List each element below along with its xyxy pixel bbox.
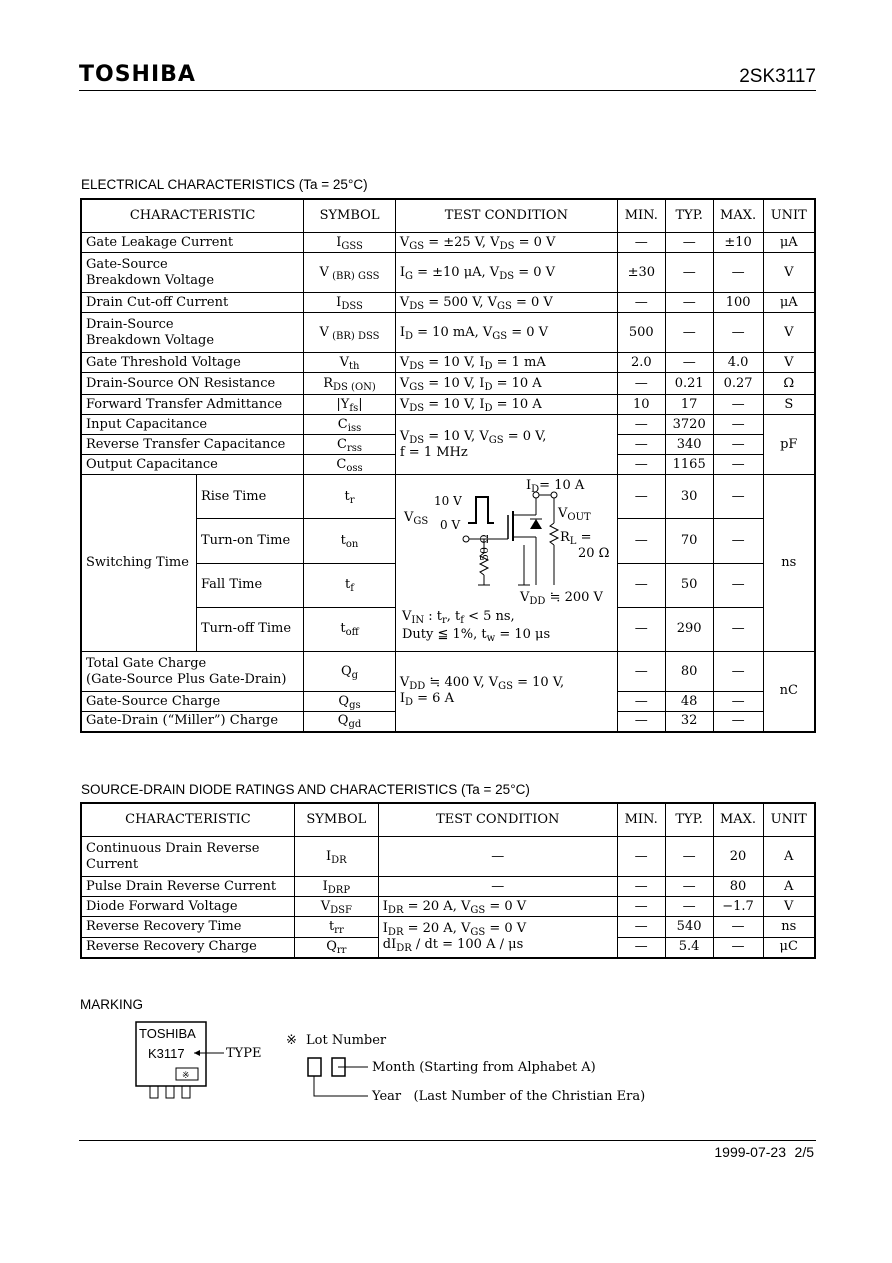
row-char-line1: Total Gate Charge bbox=[86, 655, 207, 671]
row-min: ±30 bbox=[617, 253, 665, 293]
recovery-condition: $I_{DR} = 20$ A, $V_{GS} = 0$ V $dI_{DR}$ / dt = 100 A / μs bbox=[378, 917, 617, 958]
row-max: — bbox=[713, 917, 763, 938]
row-min: — bbox=[617, 475, 665, 519]
diode-section-title: SOURCE-DRAIN DIODE RATINGS AND CHARACTERISTICS (Ta = 25°C) bbox=[81, 782, 530, 797]
row-max: 80 bbox=[713, 877, 763, 897]
capacitance-condition: $V_{DS} = 10$ V, $V_{GS} = 0$ V, f = 1 MHz bbox=[395, 415, 617, 475]
electrical-table bbox=[80, 198, 816, 733]
rl-label: $R_L$ = bbox=[559, 530, 592, 547]
row-symbol: $Q_{gs}$ bbox=[304, 692, 396, 712]
row-char-line1: Drain-Source bbox=[86, 316, 174, 332]
row-symbol: $Q_{gd}$ bbox=[304, 712, 396, 732]
vout-label: $V_{OUT}$ bbox=[557, 506, 591, 523]
row-condition: $V_{DS} = 500$ V, $V_{GS} = 0$ V bbox=[395, 293, 617, 313]
row-char: Drain Cut-off Current bbox=[81, 293, 304, 313]
row-condition: — bbox=[378, 837, 617, 877]
col-header-unit: UNIT bbox=[763, 199, 815, 233]
switching-unit: ns bbox=[763, 475, 815, 652]
row-typ: 5.4 bbox=[665, 938, 713, 958]
row-char: Turn-off Time bbox=[196, 607, 303, 651]
row-char: Fall Time bbox=[196, 563, 303, 607]
lead-2 bbox=[166, 1086, 174, 1098]
vdd-label: $V_{DD}$ ≒ 200 V bbox=[519, 590, 603, 607]
row-char: Reverse Recovery Time bbox=[81, 917, 294, 938]
row-char: Gate Leakage Current bbox=[81, 233, 304, 253]
row-typ: 290 bbox=[665, 607, 713, 651]
row-condition: $V_{DS} = 10$ V, $I_D = 10$ A bbox=[395, 395, 617, 415]
row-char: Gate-Source Charge bbox=[81, 692, 304, 712]
row-char: Reverse Recovery Charge bbox=[81, 938, 294, 958]
type-arrowhead bbox=[194, 1050, 200, 1056]
switching-circuit-diagram bbox=[396, 475, 616, 651]
switching-label: Switching Time bbox=[81, 475, 196, 652]
row-max: — bbox=[713, 455, 763, 475]
col-header-typ: TYP. bbox=[665, 199, 713, 233]
row-typ: 17 bbox=[665, 395, 713, 415]
electrical-section-title: ELECTRICAL CHARACTERISTICS (Ta = 25°C) bbox=[81, 177, 368, 192]
row-condition: $I_{DR} = 20$ A, $V_{GS} = 0$ V bbox=[378, 897, 617, 917]
row-symbol: $I_{GSS}$ bbox=[304, 233, 396, 253]
header-rule bbox=[79, 90, 816, 91]
row-min: — bbox=[617, 435, 665, 455]
col-header-max: MAX. bbox=[713, 199, 763, 233]
row-symbol: $R_{DS (ON)}$ bbox=[304, 373, 396, 395]
table-row bbox=[81, 877, 815, 897]
row-min: — bbox=[617, 233, 665, 253]
row-char: Rise Time bbox=[196, 475, 303, 519]
row-symbol: $t_{off}$ bbox=[304, 607, 396, 651]
row-min: — bbox=[617, 652, 665, 692]
row-typ: 70 bbox=[665, 519, 713, 563]
row-symbol: $V_{th}$ bbox=[304, 353, 396, 373]
rl-resistor bbox=[550, 523, 558, 545]
row-condition: $V_{DS} = 10$ V, $I_D = 1$ mA bbox=[395, 353, 617, 373]
row-max: — bbox=[713, 563, 763, 607]
row-char-line1: Gate-Source bbox=[86, 256, 168, 272]
row-symbol: $I_{DSS}$ bbox=[304, 293, 396, 313]
year-pointer bbox=[314, 1076, 368, 1096]
row-unit: A bbox=[763, 877, 815, 897]
lot-number-label: Lot Number bbox=[306, 1033, 387, 1048]
row-typ: 340 bbox=[665, 435, 713, 455]
row-unit: S bbox=[763, 395, 815, 415]
row-char-line2: Current bbox=[86, 856, 139, 872]
row-typ: — bbox=[665, 837, 713, 877]
lot-mark: ※ bbox=[286, 1033, 297, 1048]
row-symbol: $Q_g$ bbox=[304, 652, 396, 692]
pulse-low-label: 0 V bbox=[439, 518, 460, 532]
table-row bbox=[81, 233, 815, 253]
input-node bbox=[463, 536, 469, 542]
col-header-min: MIN. bbox=[617, 199, 665, 233]
table-row bbox=[81, 652, 815, 692]
row-symbol: $t_{on}$ bbox=[304, 519, 396, 563]
row-char bbox=[81, 837, 294, 877]
row-char-line2: Breakdown Voltage bbox=[86, 332, 215, 348]
row-max: — bbox=[713, 712, 763, 732]
row-unit: A bbox=[763, 837, 815, 877]
diode-table bbox=[80, 802, 816, 959]
row-min: 500 bbox=[617, 313, 665, 353]
row-char: Pulse Drain Reverse Current bbox=[81, 877, 294, 897]
col-header-characteristic: CHARACTERISTIC bbox=[81, 803, 294, 837]
row-typ: 0.21 bbox=[665, 373, 713, 395]
col-header-condition: TEST CONDITION bbox=[395, 199, 617, 233]
row-max: — bbox=[713, 313, 763, 353]
row-unit: V bbox=[763, 313, 815, 353]
row-max: — bbox=[713, 395, 763, 415]
table-row bbox=[81, 313, 815, 353]
footer-rule bbox=[79, 1140, 816, 1141]
row-char bbox=[81, 313, 304, 353]
row-max: — bbox=[713, 435, 763, 455]
row-min: — bbox=[617, 837, 665, 877]
row-typ: — bbox=[665, 353, 713, 373]
pulse-high-label: 10 V bbox=[433, 494, 462, 508]
row-char bbox=[81, 253, 304, 293]
table-row bbox=[81, 917, 815, 938]
row-typ: 1165 bbox=[665, 455, 713, 475]
row-char: Drain-Source ON Resistance bbox=[81, 373, 304, 395]
row-max: — bbox=[713, 519, 763, 563]
row-min: — bbox=[617, 373, 665, 395]
row-max: — bbox=[713, 652, 763, 692]
row-typ: 3720 bbox=[665, 415, 713, 435]
row-typ: — bbox=[665, 233, 713, 253]
row-typ: 48 bbox=[665, 692, 713, 712]
row-char-line1: Continuous Drain Reverse bbox=[86, 840, 260, 856]
row-min: — bbox=[617, 712, 665, 732]
type-label: TYPE bbox=[226, 1046, 262, 1061]
year-digit-box bbox=[308, 1058, 321, 1076]
package-brand: TOSHIBA bbox=[139, 1026, 196, 1041]
row-max: ±10 bbox=[713, 233, 763, 253]
page-number: 2/5 bbox=[794, 1144, 814, 1160]
duty-condition: Duty ≦ 1%, $t_w = 10$ μs bbox=[401, 627, 550, 644]
row-typ: 30 bbox=[665, 475, 713, 519]
marking-section-title: MARKING bbox=[80, 997, 144, 1012]
row-symbol: V $_{(BR) DSS}$ bbox=[304, 313, 396, 353]
rl-value: 20 Ω bbox=[577, 546, 610, 561]
row-typ: 80 bbox=[665, 652, 713, 692]
row-unit: V bbox=[763, 897, 815, 917]
charge-condition: $V_{DD}$ ≒ 400 V, $V_{GS} = 10$ V, $I_D = 6$ A bbox=[395, 652, 617, 732]
capacitance-frequency: f = 1 MHz bbox=[399, 444, 468, 460]
table-row bbox=[81, 373, 815, 395]
row-min: — bbox=[617, 293, 665, 313]
col-header-symbol: SYMBOL bbox=[294, 803, 378, 837]
row-char: Turn-on Time bbox=[196, 519, 303, 563]
package-type: K3117 bbox=[148, 1046, 185, 1061]
row-unit: ns bbox=[763, 917, 815, 938]
row-min: — bbox=[617, 607, 665, 651]
row-typ: 540 bbox=[665, 917, 713, 938]
col-header-symbol: SYMBOL bbox=[304, 199, 396, 233]
switching-test-circuit bbox=[395, 475, 617, 652]
row-max: 0.27 bbox=[713, 373, 763, 395]
row-max: 4.0 bbox=[713, 353, 763, 373]
row-unit: μA bbox=[763, 233, 815, 253]
part-number: 2SK3117 bbox=[739, 66, 816, 87]
row-char: Diode Forward Voltage bbox=[81, 897, 294, 917]
charge-unit: nC bbox=[763, 652, 815, 732]
row-symbol: $|Y_{fs}|$ bbox=[304, 395, 396, 415]
row-typ: 32 bbox=[665, 712, 713, 732]
row-symbol: $I_{DRP}$ bbox=[294, 877, 378, 897]
row-typ: — bbox=[665, 313, 713, 353]
row-char: Reverse Transfer Capacitance bbox=[81, 435, 304, 455]
col-header-condition: TEST CONDITION bbox=[378, 803, 617, 837]
row-typ: 50 bbox=[665, 563, 713, 607]
month-label: Month (Starting from Alphabet A) bbox=[372, 1060, 596, 1075]
row-symbol: $C_{oss}$ bbox=[304, 455, 396, 475]
r50-label: 50 Ω bbox=[477, 534, 491, 561]
lead-1 bbox=[150, 1086, 158, 1098]
revision-date: 1999-07-23 bbox=[714, 1144, 786, 1160]
pulse-waveform bbox=[468, 497, 494, 523]
row-min: — bbox=[617, 455, 665, 475]
row-max: 20 bbox=[713, 837, 763, 877]
row-min: — bbox=[617, 519, 665, 563]
col-header-unit: UNIT bbox=[763, 803, 815, 837]
year-label: Year (Last Number of the Christian Era) bbox=[372, 1089, 646, 1104]
lot-box-mark: ※ bbox=[182, 1071, 190, 1081]
row-symbol: $C_{iss}$ bbox=[304, 415, 396, 435]
row-max: — bbox=[713, 607, 763, 651]
row-min: — bbox=[617, 692, 665, 712]
table-header-row bbox=[81, 199, 815, 233]
row-symbol: $V_{DSF}$ bbox=[294, 897, 378, 917]
table-header-row bbox=[81, 803, 815, 837]
row-symbol: $t_f$ bbox=[304, 563, 396, 607]
row-symbol: V $_{(BR) GSS}$ bbox=[304, 253, 396, 293]
row-unit: μA bbox=[763, 293, 815, 313]
id-label: $I_D= 10$ A bbox=[525, 478, 585, 495]
row-condition: — bbox=[378, 877, 617, 897]
row-max: — bbox=[713, 692, 763, 712]
row-min: — bbox=[617, 415, 665, 435]
row-char: Output Capacitance bbox=[81, 455, 304, 475]
row-condition: $I_D = 10$ mA, $V_{GS} = 0$ V bbox=[395, 313, 617, 353]
vin-condition: $V_{IN}$ : $t_r$, $t_f < 5$ ns, bbox=[401, 609, 515, 626]
row-max: — bbox=[713, 938, 763, 958]
row-min: — bbox=[617, 917, 665, 938]
table-row bbox=[81, 415, 815, 435]
row-char bbox=[81, 652, 304, 692]
row-min: — bbox=[617, 563, 665, 607]
row-condition: $I_G = \pm 10$ μA, $V_{DS} = 0$ V bbox=[395, 253, 617, 293]
row-symbol: $t_r$ bbox=[304, 475, 396, 519]
table-row bbox=[81, 897, 815, 917]
row-typ: — bbox=[665, 253, 713, 293]
table-row bbox=[81, 475, 815, 519]
row-condition: $V_{GS} = \pm 25$ V, $V_{DS} = 0$ V bbox=[395, 233, 617, 253]
row-typ: — bbox=[665, 897, 713, 917]
col-header-characteristic: CHARACTERISTIC bbox=[81, 199, 304, 233]
row-char: Forward Transfer Admittance bbox=[81, 395, 304, 415]
row-symbol: $C_{rss}$ bbox=[304, 435, 396, 455]
row-typ: — bbox=[665, 877, 713, 897]
vgs-label: $V_{GS}$ bbox=[403, 510, 429, 527]
table-row bbox=[81, 395, 815, 415]
row-condition: $V_{GS} = 10$ V, $I_D = 10$ A bbox=[395, 373, 617, 395]
table-row bbox=[81, 293, 815, 313]
table-row bbox=[81, 253, 815, 293]
row-min: — bbox=[617, 938, 665, 958]
row-unit: μC bbox=[763, 938, 815, 958]
row-unit: V bbox=[763, 353, 815, 373]
row-symbol: $t_{rr}$ bbox=[294, 917, 378, 938]
marking-diagram bbox=[120, 1018, 720, 1110]
table-row bbox=[81, 837, 815, 877]
col-header-max: MAX. bbox=[713, 803, 763, 837]
table-row bbox=[81, 353, 815, 373]
row-max: −1.7 bbox=[713, 897, 763, 917]
row-char-line2: (Gate-Source Plus Gate-Drain) bbox=[86, 671, 287, 687]
row-min: 2.0 bbox=[617, 353, 665, 373]
row-char: Input Capacitance bbox=[81, 415, 304, 435]
row-min: 10 bbox=[617, 395, 665, 415]
row-symbol: $Q_{rr}$ bbox=[294, 938, 378, 958]
row-typ: — bbox=[665, 293, 713, 313]
row-char: Gate-Drain (“Miller”) Charge bbox=[81, 712, 304, 732]
row-char-line2: Breakdown Voltage bbox=[86, 272, 215, 288]
row-unit: Ω bbox=[763, 373, 815, 395]
row-max: — bbox=[713, 253, 763, 293]
body-diode bbox=[530, 519, 542, 529]
row-max: — bbox=[713, 415, 763, 435]
row-unit: V bbox=[763, 253, 815, 293]
row-max: — bbox=[713, 475, 763, 519]
brand-logo: TOSHIBA bbox=[79, 62, 196, 87]
row-max: 100 bbox=[713, 293, 763, 313]
lead-3 bbox=[182, 1086, 190, 1098]
row-min: — bbox=[617, 897, 665, 917]
row-min: — bbox=[617, 877, 665, 897]
capacitance-unit: pF bbox=[763, 415, 815, 475]
row-char: Gate Threshold Voltage bbox=[81, 353, 304, 373]
col-header-typ: TYP. bbox=[665, 803, 713, 837]
col-header-min: MIN. bbox=[617, 803, 665, 837]
row-symbol: $I_{DR}$ bbox=[294, 837, 378, 877]
